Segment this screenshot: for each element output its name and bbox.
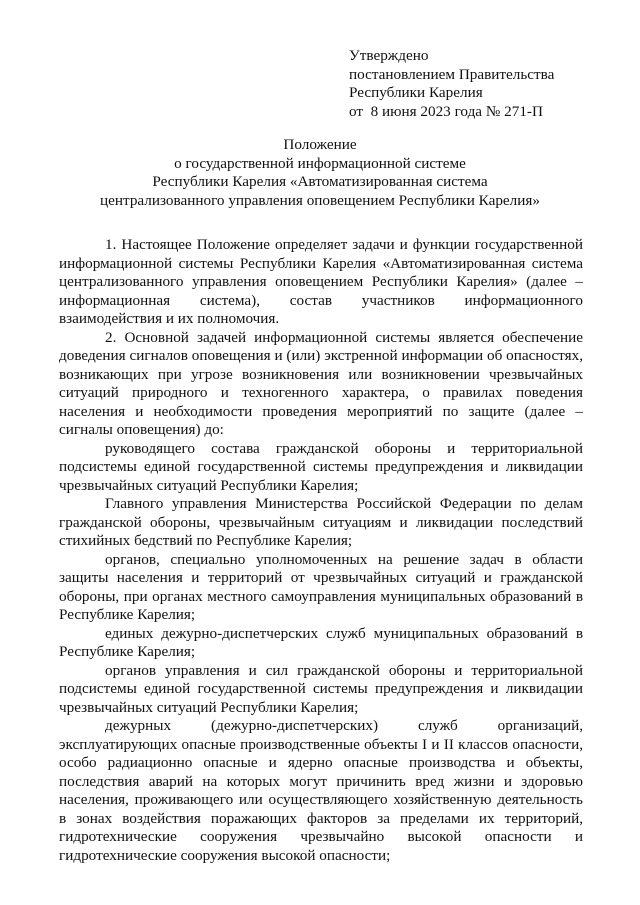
approval-line: от 8 июня 2023 года № 271-П (349, 102, 543, 120)
paragraph: 2. Основной задачей информационной системы является обеспечение доведения сигналов оповещения и (или) экстренной информации об опасностях, возникающих при угрозе возникновения или возникновении чрезвычайных ситуаций природного и техногенного характера, о правилах поведения населения и необходимости проведения мероприятий по защите (далее – сигналы оповещения) до: (59, 328, 583, 438)
document-title (60, 136, 580, 210)
paragraph: 1. Настоящее Положение определяет задачи и функции государственной информационной системы Республики Карелия «Автоматизированная система централизованного управления оповещением Республики Карелия» (далее – информационная система), состав участников информационного взаимодействия и их полномочия. (59, 236, 583, 327)
approval-line: Республики Карелия (349, 84, 483, 101)
approval-line: постановлением Правительства (349, 65, 555, 83)
paragraph: единых дежурно-диспетчерских служб муниципальных образований в Республике Карелия; (59, 624, 583, 660)
approval-line: Утверждено (349, 47, 429, 64)
approval-stamp (349, 47, 609, 121)
title-line: Республики Карелия «Автоматизированная система (152, 173, 488, 190)
paragraph: органов управления и сил гражданской обороны и территориальной подсистемы единой государственной системы предупреждения и ликвидации чрезвычайных ситуаций Республики Карелия; (59, 661, 583, 716)
title-line: централизованного управления оповещением Республики Карелия» (100, 191, 540, 209)
paragraph: органов, специально уполномоченных на решение задач в области защиты населения и территорий от чрезвычайных ситуаций и гражданской обороны, при органах местного самоуправления муниципальных образований в Республике Карелия; (59, 550, 583, 623)
paragraph: дежурных (дежурно-диспетчерских) служб организаций, эксплуатирующих опасные производственные объекты I и II классов опасности, особо радиационно опасные и ядерно опасные производства и объекты, последствия аварий на которых могут причинить вред жизни и здоровью населения, проживающего или осуществляющего хозяйственную деятельность в зонах воздействия поражающих факторов за пределами их территорий, гидротехнические сооружения чрезвычайно высокой опасности и гидротехнические сооружения высокой опасности; (59, 717, 583, 864)
title-line: Положение (283, 136, 357, 153)
title-line: о государственной информационной системе (174, 154, 466, 172)
paragraph: Главного управления Министерства Российской Федерации по делам гражданской обороны, чрезвычайным ситуациям и ликвидации последствий стихийных бедствий по Республике Карелия; (59, 495, 583, 549)
document-body (59, 236, 583, 865)
paragraph: руководящего состава гражданской обороны и территориальной подсистемы единой государственной системы предупреждения и ликвидации чрезвычайных ситуаций Республики Карелия; (59, 439, 583, 494)
